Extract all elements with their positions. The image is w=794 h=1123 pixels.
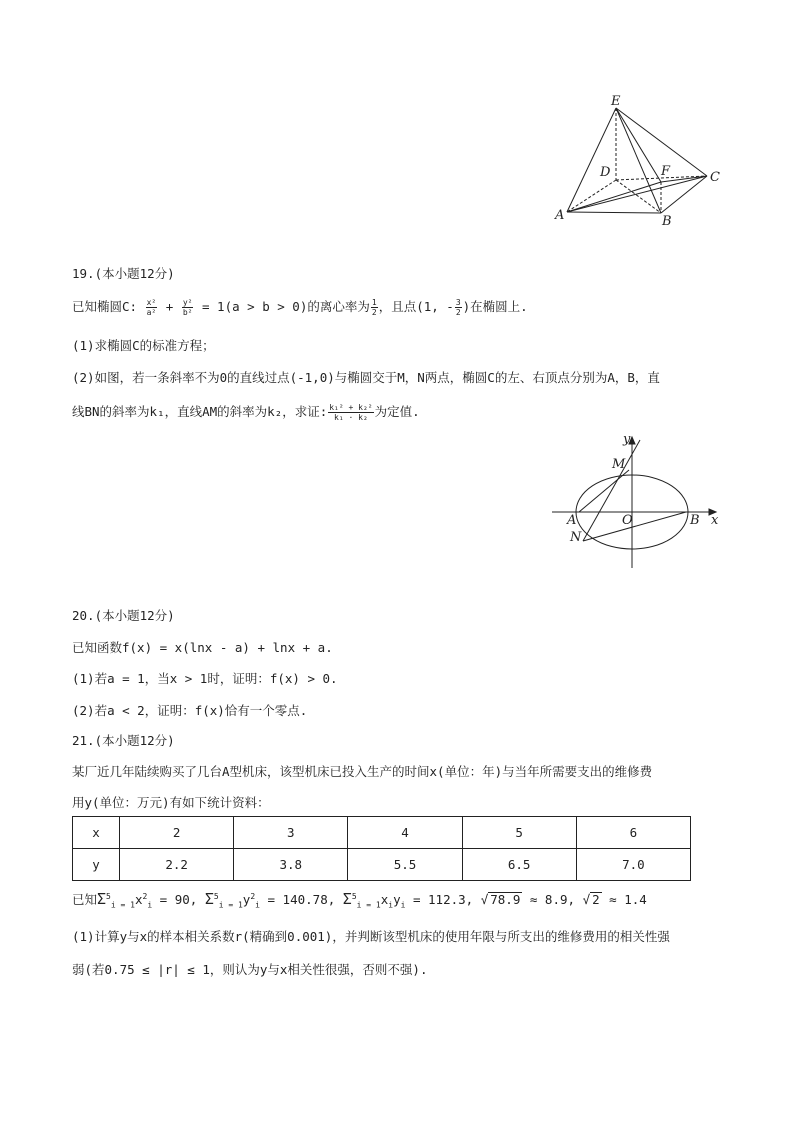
frac-x2-a2: $\frac{\text{x²}}{\text{a²}}$ <box>146 298 157 317</box>
sqrt-2: 2 <box>592 892 600 907</box>
q20-part2: (2)若a < 2，证明：f(x)恰有一个零点. <box>72 703 308 718</box>
sum2-value: = 140.78, <box>259 892 343 907</box>
q19-part1: (1)求椭圆C的标准方程； <box>72 338 215 353</box>
sigma-symbol: Σ <box>97 890 107 908</box>
q19-stem-3: ，且点(1, - <box>378 299 454 314</box>
label-M: M <box>612 457 626 472</box>
sum3-upper: 5 <box>351 891 357 901</box>
sigma-symbol: Σ <box>342 890 352 908</box>
table-cell: x <box>73 817 120 849</box>
q19-stem-2: = 1(a > b > 0)的离心率为 <box>202 299 370 314</box>
frac-y2-b2: $\frac{\text{y²}}{\text{b²}}$ <box>182 298 193 317</box>
q20-part1: (1)若a = 1，当x > 1时，证明：f(x) > 0. <box>72 671 338 686</box>
sum1-value: = 90, <box>152 892 205 907</box>
plus-sign: + <box>165 299 174 314</box>
label-A: A <box>567 513 577 528</box>
sum2-lower: i = 1 <box>218 900 243 910</box>
label-B: B <box>662 214 672 229</box>
label-O: O <box>622 513 633 528</box>
q19-part2-line1: (2)如图，若一条斜率不为0的直线过点(-1,0)与椭圆交于M，N两点，椭圆C的左、右顶点分别为A，B，直 <box>72 370 660 385</box>
label-A: A <box>555 208 565 223</box>
q20-stem: 已知函数f(x) = x(lnx - a) + lnx + a. <box>72 640 333 655</box>
sum1-upper: 5 <box>106 891 111 901</box>
pyramid-figure <box>548 90 728 230</box>
approx-1-4: ≈ 1.4 <box>601 892 647 907</box>
q21-part1-line2: 弱(若0.75 ≤ |r| ≤ 1，则认为y与x相关性很强，否则不强). <box>72 962 428 977</box>
table-cell: y <box>73 849 120 881</box>
q19-header: 19.(本小题12分) <box>72 266 175 281</box>
q21-part1-line1: (1)计算y与x的样本相关系数r(精确到0.001)，并判断该型机床的使用年限与所支出的维修费用的相关性强 <box>72 929 670 944</box>
sum1-expr: x <box>134 892 143 907</box>
table-cell: 6 <box>576 817 690 849</box>
label-D: D <box>600 165 611 180</box>
label-y: y <box>623 432 631 447</box>
label-N: N <box>570 530 582 545</box>
sum2-expr: y <box>242 892 251 907</box>
table-row <box>73 849 691 881</box>
q19-stem-4: )在椭圆上. <box>462 299 528 314</box>
table-row <box>73 817 691 849</box>
table-cell: 2 <box>120 817 234 849</box>
table-cell: 7.0 <box>576 849 690 881</box>
table-cell: 5.5 <box>348 849 462 881</box>
table-cell: 4 <box>348 817 462 849</box>
q19-part2-line2b: 为定值. <box>374 404 420 419</box>
label-F: F <box>661 164 671 179</box>
label-x: x <box>711 513 719 528</box>
frac-one-half: $\frac{1}{2}$ <box>371 298 377 317</box>
sigma-symbol: Σ <box>204 890 214 908</box>
table-cell: 3 <box>234 817 348 849</box>
q21-header: 21.(本小题12分) <box>72 733 175 748</box>
sum2-upper: 5 <box>213 891 219 901</box>
q20-header: 20.(本小题12分) <box>72 608 175 623</box>
table-cell: 3.8 <box>234 849 348 881</box>
sum3-lower: i = 1 <box>356 900 381 910</box>
q21-stem-line2: 用y(单位：万元)有如下统计资料： <box>72 795 270 810</box>
frac-three-half: $\frac{3}{2}$ <box>455 298 461 317</box>
given-prefix: 已知 <box>72 892 98 907</box>
sum1-lower: i = 1 <box>110 900 135 910</box>
approx-8-9: ≈ 8.9, <box>522 892 583 907</box>
table-cell: 2.2 <box>120 849 234 881</box>
label-C: C <box>710 170 720 185</box>
sum3-value: = 112.3, <box>405 892 481 907</box>
ellipse-figure <box>548 428 728 573</box>
table-cell: 5 <box>462 817 576 849</box>
q21-stem-line1: 某厂近几年陆续购买了几台A型机床，该型机床已投入生产的时间x(单位：年)与当年所需要支出的维修费 <box>72 764 653 779</box>
sum3-expr: x <box>380 892 389 907</box>
label-E: E <box>611 94 621 109</box>
label-B: B <box>690 513 700 528</box>
sqrt-78-9: 78.9 <box>490 892 521 907</box>
q19-part2-line2a: 线BN的斜率为k₁，直线AM的斜率为k₂，求证: <box>72 404 328 419</box>
table-cell: 6.5 <box>462 849 576 881</box>
q19-stem <box>72 297 528 317</box>
q19-stem-1: 已知椭圆C: <box>72 299 138 314</box>
q19-part2-line2 <box>72 402 420 422</box>
statistics-table <box>72 816 691 881</box>
frac-k-ratio: $\frac{\text{k₁² + k₂²}}{\text{k₁ · k₂}}$ <box>329 403 373 422</box>
q21-given: 已知$\Sigma^5_{i = 1}x^2_i = 90$, $\Sigma^5_{i = 1}y^2_i = 140.78$, $\Sigma^5_{i = 1}x_iy_i = 112.3$, √ 78.9 ≈ 8.9, √ 2 ≈ 1.4 <box>72 890 647 910</box>
